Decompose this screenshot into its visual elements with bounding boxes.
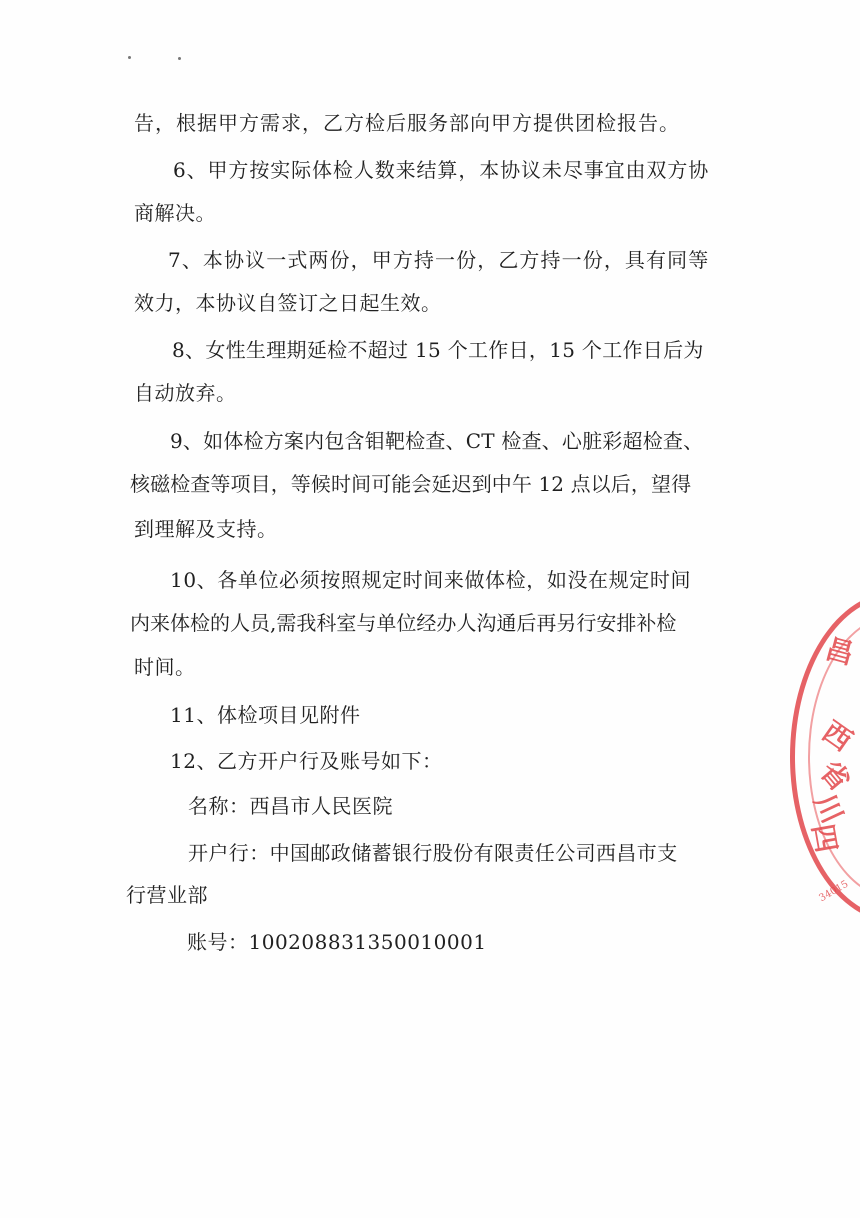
text-line: 7、本协议一式两份，甲方持一份，乙方持一份，具有同等 bbox=[168, 248, 710, 272]
text-line: 6、甲方按实际体检人数来结算，本协议未尽事宜由双方协 bbox=[173, 158, 710, 182]
seal-char: 川 bbox=[807, 788, 850, 829]
seal-code: 34015 bbox=[817, 878, 851, 905]
text-line: 效力，本协议自签订之日起生效。 bbox=[134, 291, 442, 315]
text-line: 9、如体检方案内包含钼靶检查、CT 检查、心脏彩超检查、 bbox=[170, 429, 704, 453]
account-number-line: 账号：100208831350010001 bbox=[187, 930, 487, 954]
text-line: 10、各单位必须按照规定时间来做体检，如没在规定时间 bbox=[170, 568, 692, 592]
text-line: 内来体检的人员,需我科室与单位经办人沟通后再另行安排补检 bbox=[130, 611, 677, 635]
scan-speck bbox=[178, 57, 181, 60]
text-line: 12、乙方开户行及账号如下： bbox=[170, 749, 443, 773]
text-line: 到理解及支持。 bbox=[134, 517, 278, 541]
seal-char: 四 bbox=[805, 821, 844, 855]
text-line: 时间。 bbox=[134, 655, 196, 679]
bank-branch-line: 开户行：中国邮政储蓄银行股份有限责任公司西昌市支 bbox=[188, 841, 678, 865]
bank-branch-line-cont: 行营业部 bbox=[126, 883, 208, 907]
text-line: 商解决。 bbox=[134, 201, 216, 225]
text-line: 自动放弃。 bbox=[134, 381, 237, 405]
seal-char: 省 bbox=[813, 754, 857, 798]
scan-speck bbox=[128, 56, 131, 59]
bank-name-line: 名称：西昌市人民医院 bbox=[188, 794, 393, 818]
text-line: 核磁检查等项目，等候时间可能会延迟到中午 12 点以后，望得 bbox=[130, 472, 692, 496]
text-line: 11、体检项目见附件 bbox=[170, 703, 361, 727]
seal-char: 昌 bbox=[821, 631, 858, 672]
seal-char: 西 bbox=[816, 714, 859, 758]
text-line: 8、女性生理期延检不超过 15 个工作日，15 个工作日后为 bbox=[172, 338, 704, 362]
text-line: 告，根据甲方需求，乙方检后服务部向甲方提供团检报告。 bbox=[134, 111, 680, 135]
